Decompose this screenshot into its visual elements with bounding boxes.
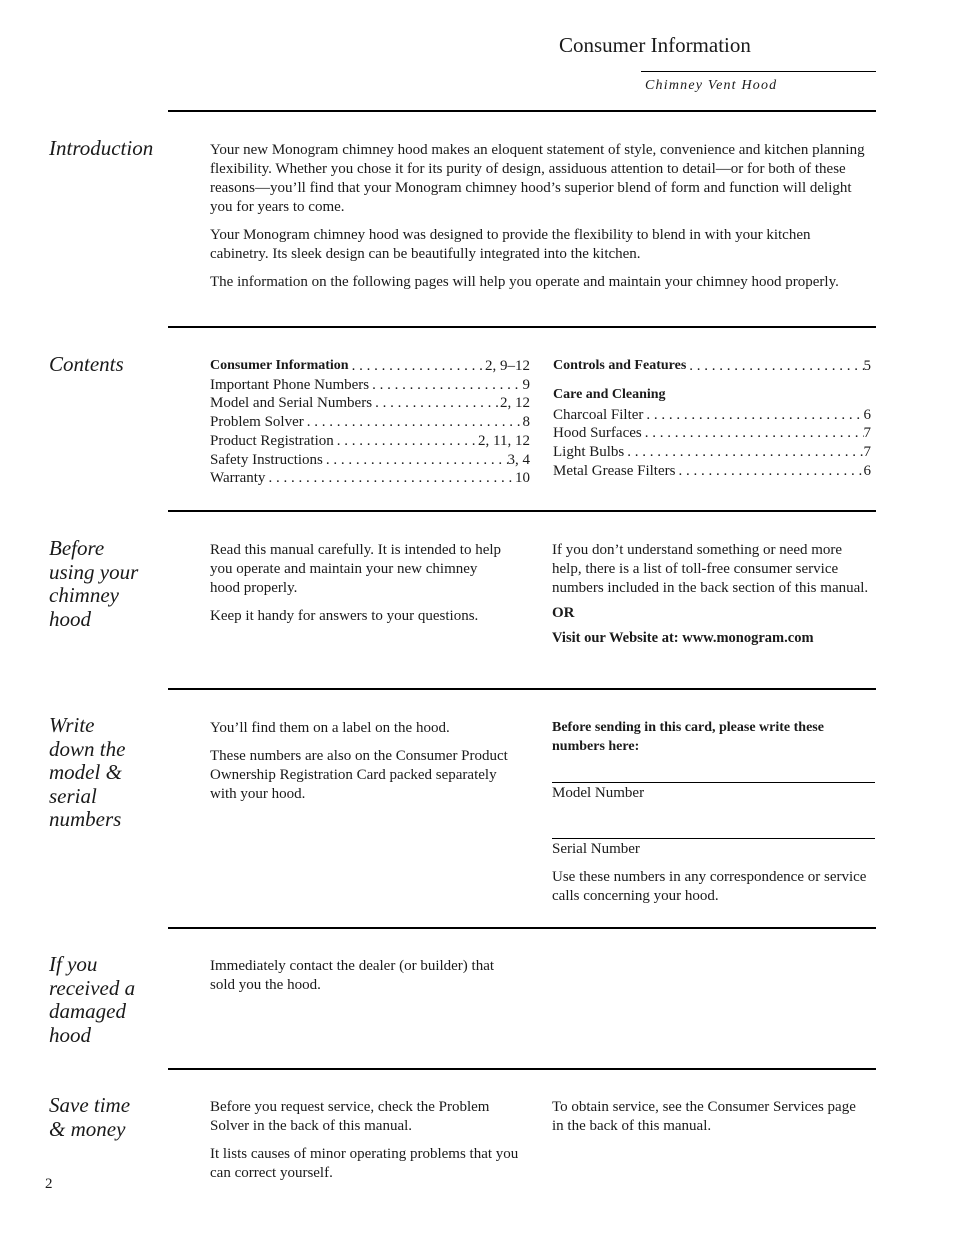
intro-paragraph: Your new Monogram chimney hood makes an eloquent statement of style, convenience and kitchen planning flexibility. Whether you chose it for its purity of design, assiduous attention to detail—or for both of these reasons—you’ll find that your Monogram chimney hood’s superior blend of form and function will delight you for years to come. <box>210 142 865 215</box>
toc-label: Important Phone Numbers <box>210 376 370 393</box>
serial-heading <box>49 714 125 832</box>
toc-label: Product Registration <box>210 432 334 449</box>
heading-line: received a <box>49 975 136 1000</box>
heading-line: damaged <box>49 999 126 1023</box>
save-heading <box>49 1094 130 1141</box>
toc-item <box>210 469 530 488</box>
serial-number-label: Serial Number <box>552 841 640 857</box>
damaged-heading <box>49 953 135 1047</box>
or-label: OR <box>552 605 575 621</box>
heading-line: Save time <box>49 1093 131 1117</box>
section-divider <box>168 326 876 328</box>
heading-line: Before <box>49 536 105 560</box>
toc-label: Metal Grease Filters <box>553 462 676 479</box>
toc-leader <box>643 406 863 425</box>
toc-page: 7 <box>863 425 871 442</box>
heading-line: Write <box>49 713 95 737</box>
intro-body <box>210 141 870 292</box>
toc-page: 2, 9–12 <box>485 358 530 374</box>
toc-leader <box>642 424 864 443</box>
serial-number-line[interactable] <box>552 838 875 839</box>
toc-item <box>553 443 871 462</box>
toc-item <box>553 424 871 443</box>
toc-leader <box>675 462 863 481</box>
toc-label: Charcoal Filter <box>553 406 644 423</box>
toc-page: 9 <box>522 376 530 393</box>
heading-line: serial <box>49 783 97 808</box>
contents-heading: Contents <box>49 352 124 376</box>
page-header-title: Consumer Information <box>559 33 751 57</box>
heading-line: If you <box>49 952 98 976</box>
serial-note-text: Use these numbers in any correspondence or service calls concerning your hood. <box>552 869 867 904</box>
toc-item <box>553 406 871 425</box>
heading-line: hood <box>49 1022 91 1047</box>
section-divider <box>168 1068 876 1070</box>
section-divider <box>168 688 876 690</box>
serial-paragraph: These numbers are also on the Consumer Product Ownership Registration Card packed separately with your hood. <box>210 748 508 802</box>
toc-item <box>210 413 530 432</box>
before-paragraph: Read this manual carefully. It is intended to help you operate and maintain your new chimney hood properly. <box>210 542 502 596</box>
damaged-body <box>210 957 520 995</box>
save-service-text: To obtain service, see the Consumer Services page in the back of this manual. <box>552 1099 856 1134</box>
toc-item <box>553 462 871 481</box>
heading-line: down the <box>49 736 126 761</box>
save-left <box>210 1098 528 1183</box>
save-paragraph: It lists causes of minor operating problems that you can correct yourself. <box>210 1146 519 1181</box>
toc-label: Safety Instructions <box>210 451 323 468</box>
website-link[interactable]: Visit our Website at: www.monogram.com <box>552 630 814 646</box>
section-divider <box>168 510 876 512</box>
toc-item <box>210 432 530 451</box>
toc-page: 5 <box>863 358 871 374</box>
toc-leader <box>323 451 508 470</box>
toc-page: 2, 11, 12 <box>478 432 530 449</box>
before-paragraph: Keep it handy for answers to your questions. <box>210 608 479 624</box>
toc-page: 6 <box>863 406 871 423</box>
toc-label: Warranty <box>210 470 266 487</box>
toc-label: Hood Surfaces <box>553 425 642 442</box>
toc-leader <box>349 357 485 376</box>
toc-page: 10 <box>515 470 530 487</box>
toc-item <box>553 357 871 376</box>
model-number-label: Model Number <box>552 785 645 801</box>
toc-page: 7 <box>863 444 871 461</box>
intro-paragraph: The information on the following pages will help you operate and maintain your chimney hood properly. <box>210 274 839 290</box>
toc-label: Model and Serial Numbers <box>210 395 373 412</box>
contents-right-list <box>553 357 871 481</box>
toc-page: 3, 4 <box>507 451 530 468</box>
page-header-subtitle: Chimney Vent Hood <box>645 78 778 93</box>
save-right <box>552 1098 870 1136</box>
header-rule <box>641 71 876 72</box>
toc-leader <box>334 432 478 451</box>
toc-item <box>210 451 530 470</box>
section-divider <box>168 927 876 929</box>
before-left <box>210 541 510 626</box>
heading-line: numbers <box>49 807 122 831</box>
toc-label: Problem Solver <box>210 414 304 431</box>
serial-left <box>210 719 520 804</box>
serial-instruction: Before sending in this card, please write these numbers here: <box>552 720 824 754</box>
toc-item <box>210 357 530 376</box>
model-number-line[interactable] <box>552 782 875 783</box>
toc-leader <box>686 357 863 376</box>
toc-leader <box>304 413 523 432</box>
toc-page: 2, 12 <box>500 395 530 412</box>
serial-paragraph: You’ll find them on a label on the hood. <box>210 720 450 736</box>
toc-label: Controls and Features <box>553 358 687 373</box>
toc-item <box>210 376 530 395</box>
toc-leader <box>624 443 863 462</box>
toc-leader <box>372 394 500 413</box>
toc-leader <box>369 376 522 395</box>
save-paragraph: Before you request service, check the Problem Solver in the back of this manual. <box>210 1099 490 1134</box>
toc-page: 8 <box>522 414 530 431</box>
contents-left-list <box>210 357 530 488</box>
toc-page: 6 <box>863 462 871 479</box>
heading-line: hood <box>49 606 91 631</box>
heading-line: model & <box>49 760 122 784</box>
heading-line: chimney <box>49 583 119 607</box>
before-right <box>552 541 870 648</box>
toc-label: Light Bulbs <box>553 444 625 461</box>
care-cleaning-heading: Care and Cleaning <box>553 386 666 402</box>
intro-heading: Introduction <box>49 136 154 160</box>
heading-line: using your <box>49 559 139 584</box>
heading-line: & money <box>49 1116 126 1141</box>
before-help-text: If you don’t understand something or need more help, there is a list of toll-free consumer service numbers included in the back section of this manual. <box>552 542 869 596</box>
toc-label: Consumer Information <box>210 358 349 373</box>
damaged-text: Immediately contact the dealer (or builder) that sold you the hood. <box>210 958 495 993</box>
before-heading <box>49 537 138 631</box>
serial-note <box>552 868 870 906</box>
page-number: 2 <box>45 1176 53 1192</box>
section-divider <box>168 110 876 112</box>
toc-leader <box>265 469 515 488</box>
intro-paragraph: Your Monogram chimney hood was designed to provide the flexibility to blend in with your kitchen cabinetry. Its sleek design can be beautifully integrated into the kitchen. <box>210 227 811 262</box>
serial-right-intro <box>552 719 870 756</box>
toc-item <box>210 394 530 413</box>
